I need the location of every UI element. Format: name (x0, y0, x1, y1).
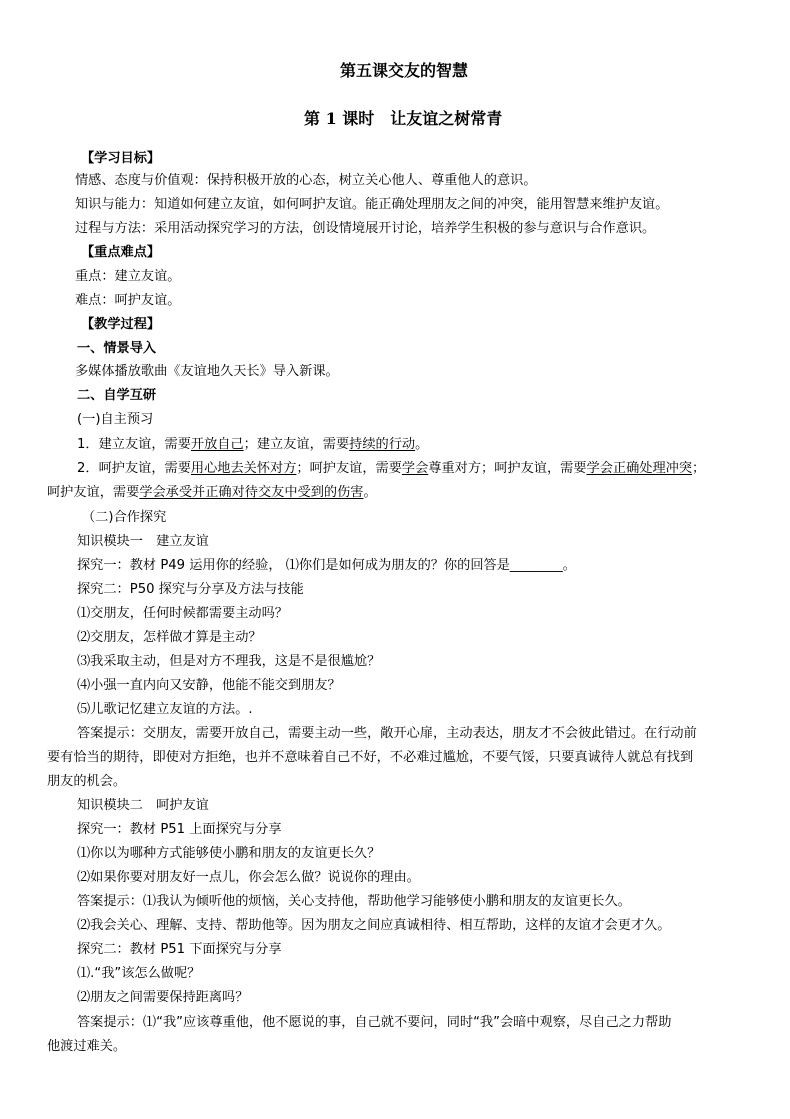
list-item: ⑴交朋友，任何时候都需要主动吗？ (77, 606, 288, 621)
q2-part-6: 。 (363, 485, 377, 500)
q2-part-1: 2．呵护友谊，需要 (77, 461, 191, 476)
objective-process: 过程与方法：采用活动探究学习的方法，创设情境展开讨论，培养学生积极的参与意识与合作意识。 (75, 221, 656, 236)
q1-prefix: 1．建立友谊，需要 (77, 437, 191, 452)
q2-answer-3: 学会正确处理冲突 (586, 461, 693, 476)
module-2-heading: 知识模块二 呵护友谊 (77, 798, 209, 813)
list-item: ⑷小强一直内向又安静，他能不能交到朋友？ (77, 678, 341, 693)
module-2-answer-1-line: ⑵我会关心、理解、支持、帮助他等。因为朋友之间应真诚相待、相互帮助，这样的友谊才会更才久。 (77, 918, 671, 933)
preview-question-2-line-2 (47, 483, 377, 503)
module-1-answer-line: 朋友的机会。 (47, 774, 127, 789)
q2-answer-4: 学会承受并正确对待交友中受到的伤害 (139, 485, 364, 500)
coop-heading: （二)合作探究 (82, 510, 167, 525)
q2-part-3: 尊重对方；呵护友谊，需要 (428, 461, 587, 476)
module-2-explore-2: 探究二：教材 P51 下面探究与分享 (77, 942, 282, 957)
module-1-answer-line: 要有恰当的期待，即使对方拒绝，也并不意味着自己不好，不必难过尴尬，不要气馁，只要真诚待人就总有找到 (47, 750, 694, 765)
q1-answer-1: 开放自己 (190, 437, 244, 452)
objectives-heading: 【学习目标】 (81, 151, 161, 166)
module-2-answer-2-line: 答案提示：⑴“我”应该尊重他，他不愿说的事，自己就不要问，同时“我”会暗中观察，尽自己之力帮助 (77, 1015, 672, 1030)
keypoints-heading: 【重点难点】 (81, 245, 161, 260)
keypoint-key: 重点：建立友谊。 (75, 269, 181, 284)
q1-suffix: 。 (415, 437, 429, 452)
teaching-heading: 【教学过程】 (81, 317, 161, 332)
q1-mid: ；建立友谊，需要 (243, 437, 350, 452)
preview-question-2-line-1 (77, 459, 705, 479)
list-item: ⑵朋友之间需要保持距离吗？ (77, 990, 249, 1005)
keypoint-difficult: 难点：呵护友谊。 (75, 293, 181, 308)
module-2-explore-1: 探究一：教材 P51 上面探究与分享 (77, 822, 282, 837)
intro-text: 多媒体播放歌曲《友谊地久天长》导入新课。 (75, 364, 339, 379)
module-2-answer-1-line: 答案提示：⑴我认为倾听他的烦恼，关心支持他，帮助他学习能够使小鹏和朋友的友谊更长久。 (77, 894, 631, 909)
list-item: ⑶我采取主动，但是对方不理我，这是不是很尴尬？ (77, 654, 381, 669)
preview-question-1 (77, 435, 428, 455)
intro-heading: 一、情景导入 (77, 341, 157, 356)
q2-part-2: ；呵护友谊，需要 (296, 461, 402, 476)
module-1-explore-2: 探究二：P50 探究与分享及方法与技能 (77, 582, 304, 597)
module-1-heading: 知识模块一 建立友谊 (77, 534, 209, 549)
objective-knowledge: 知识与能力：知道如何建立友谊，如何呵护友谊。能正确处理朋友之间的冲突，能用智慧来维护友谊。 (75, 197, 669, 212)
module-1-explore-1: 探究一：教材 P49 运用你的经验， ⑴你们是如何成为朋友的？你的回答是________。 (77, 558, 576, 573)
list-item: ⑴.“我”该怎么做呢？ (77, 966, 201, 981)
q1-answer-2: 持续的行动 (349, 437, 416, 452)
study-heading: 二、自学互研 (77, 388, 157, 403)
q2-part-4: ； (692, 461, 706, 476)
page-title: 第五课交友的智慧 (340, 61, 469, 80)
objective-emotion: 情感、态度与价值观：保持积极开放的心态，树立关心他人、尊重他人的意识。 (75, 173, 537, 188)
q2-part-5: 呵护友谊，需要 (47, 485, 140, 500)
list-item: ⑵如果你要对朋友好一点儿，你会怎么做？说说你的理由。 (77, 870, 420, 885)
list-item: ⑸儿歌记忆建立友谊的方法。. (77, 702, 253, 717)
q2-answer-2: 学会 (401, 461, 429, 476)
module-1-answer-line: 答案提示：交朋友，需要开放自己，需要主动一些，敞开心扉，主动表达，朋友才不会彼此错过。在行动前 (77, 726, 697, 741)
list-item: ⑵交朋友，怎样做才算是主动？ (77, 630, 262, 645)
module-2-answer-2-line: 他渡过难关。 (47, 1039, 127, 1054)
q2-answer-1: 用心地去关怀对方 (190, 461, 297, 476)
lesson-subtitle: 第 1 课时 让友谊之树常青 (304, 109, 503, 128)
list-item: ⑴你以为哪种方式能够使小鹏和朋友的友谊更长久？ (77, 846, 381, 861)
preview-heading: (一)自主预习 (77, 412, 154, 427)
